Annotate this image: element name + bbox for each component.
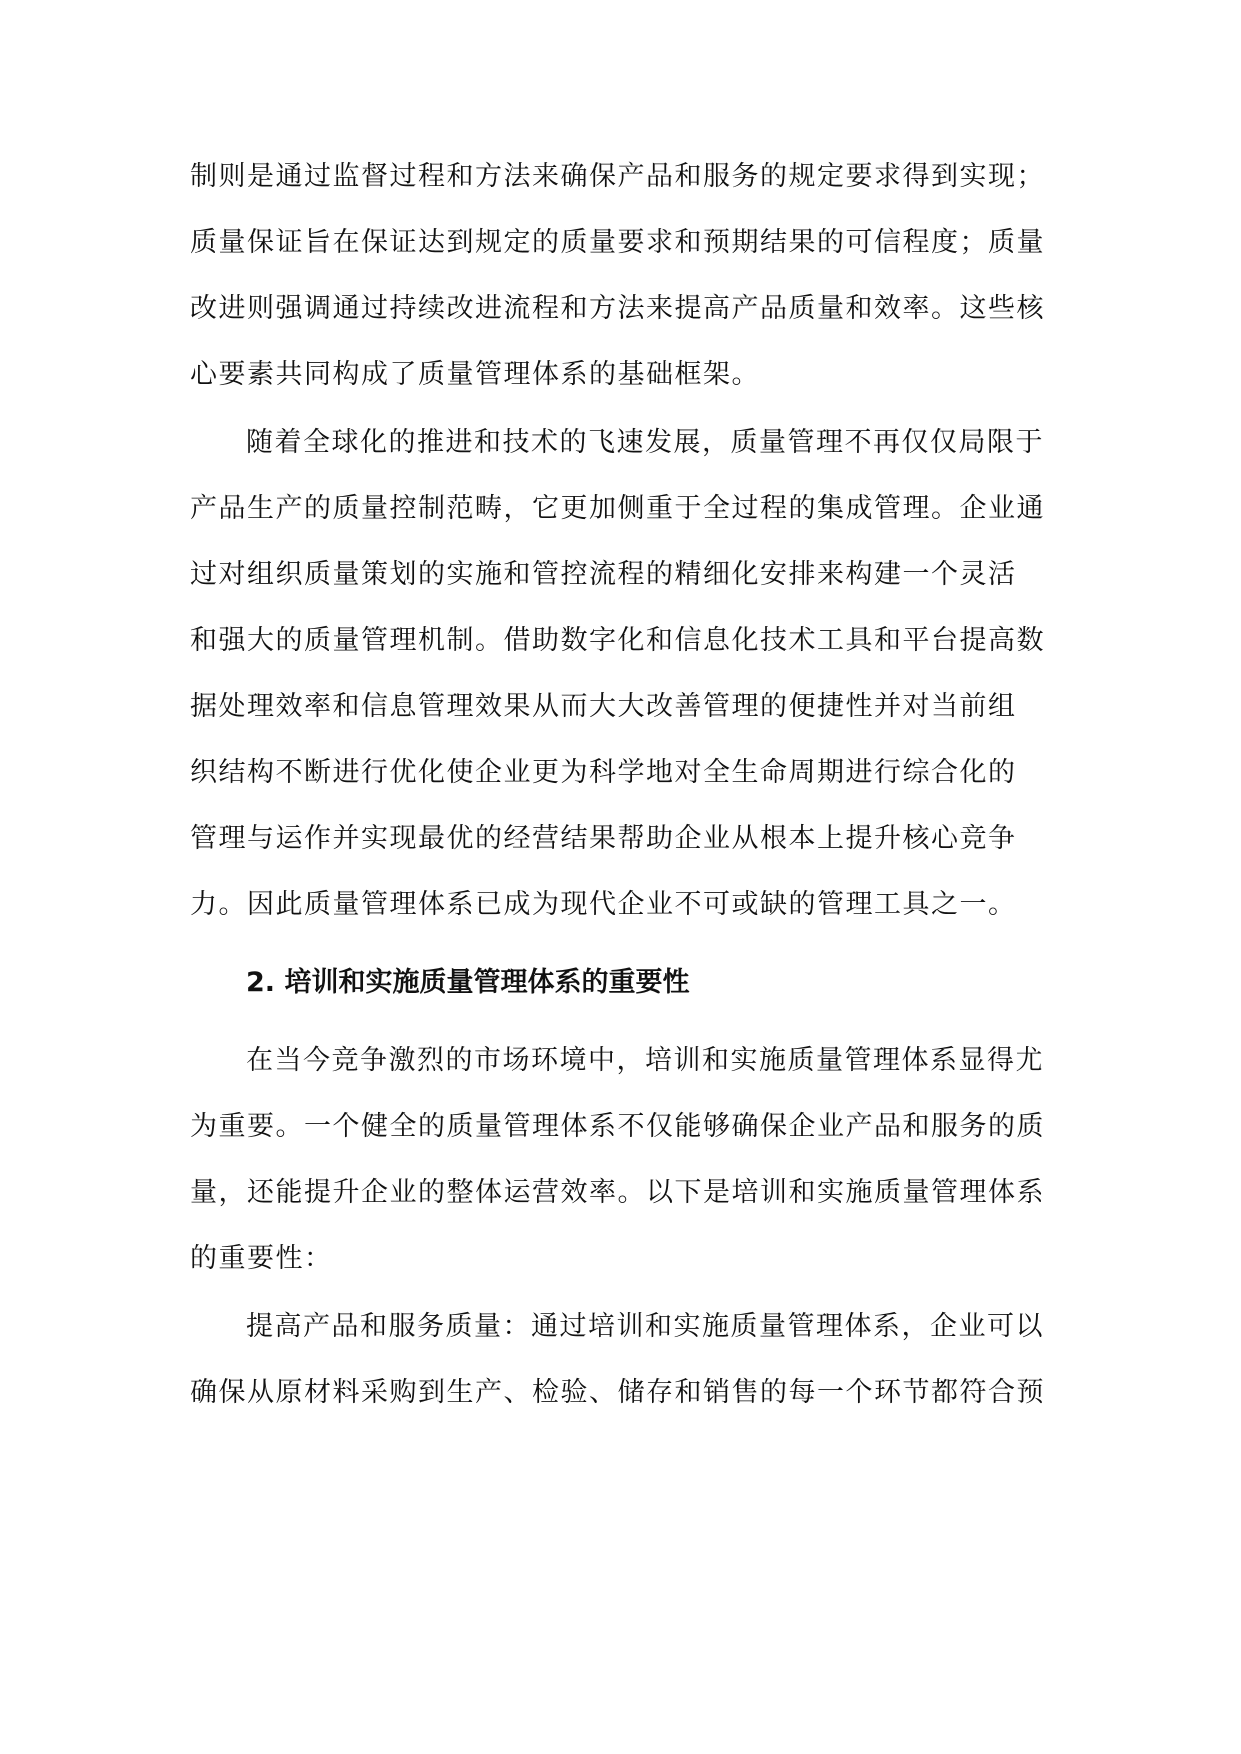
text-line: 和强大的质量管理机制。借助数字化和信息化技术工具和平台提高数 (190, 625, 1045, 656)
document-page (190, 144, 1056, 1426)
text-line: 质量保证旨在保证达到规定的质量要求和预期结果的可信程度；质量 (190, 227, 1045, 258)
text-line: 织结构不断进行优化使企业更为科学地对全生命周期进行综合化的 (190, 757, 1017, 788)
text-line: 的重要性： (190, 1243, 333, 1274)
text-line: 过对组织质量策划的实施和管控流程的精细化安排来构建一个灵活 (190, 559, 1017, 590)
text-line: 心要素共同构成了质量管理体系的基础框架。 (190, 359, 760, 390)
paragraph (190, 1028, 1056, 1292)
section-heading: 2. 培训和实施质量管理体系的重要性 (246, 967, 690, 998)
text-line: 为重要。一个健全的质量管理体系不仅能够确保企业产品和服务的质 (190, 1111, 1045, 1142)
text-line: 管理与运作并实现最优的经营结果帮助企业从根本上提升核心竞争 (190, 823, 1017, 854)
text-line: 在当今竞争激烈的市场环境中，培训和实施质量管理体系显得尤 (246, 1045, 1044, 1076)
text-line: 产品生产的质量控制范畴，它更加侧重于全过程的集成管理。企业通 (190, 493, 1045, 524)
text-line: 提高产品和服务质量：通过培训和实施质量管理体系，企业可以 (246, 1311, 1044, 1342)
text-line: 确保从原材料采购到生产、检验、储存和销售的每一个环节都符合预 (190, 1377, 1045, 1408)
text-line: 改进则强调通过持续改进流程和方法来提高产品质量和效率。这些核 (190, 293, 1045, 324)
text-line: 制则是通过监督过程和方法来确保产品和服务的规定要求得到实现； (190, 161, 1045, 192)
paragraph (190, 144, 1056, 408)
text-line: 量，还能提升企业的整体运营效率。以下是培训和实施质量管理体系 (190, 1177, 1045, 1208)
paragraph (190, 410, 1056, 938)
text-line: 力。因此质量管理体系已成为现代企业不可或缺的管理工具之一。 (190, 889, 1017, 920)
text-line: 据处理效率和信息管理效果从而大大改善管理的便捷性并对当前组 (190, 691, 1017, 722)
paragraph (190, 1294, 1056, 1426)
text-line: 随着全球化的推进和技术的飞速发展，质量管理不再仅仅局限于 (246, 427, 1044, 458)
